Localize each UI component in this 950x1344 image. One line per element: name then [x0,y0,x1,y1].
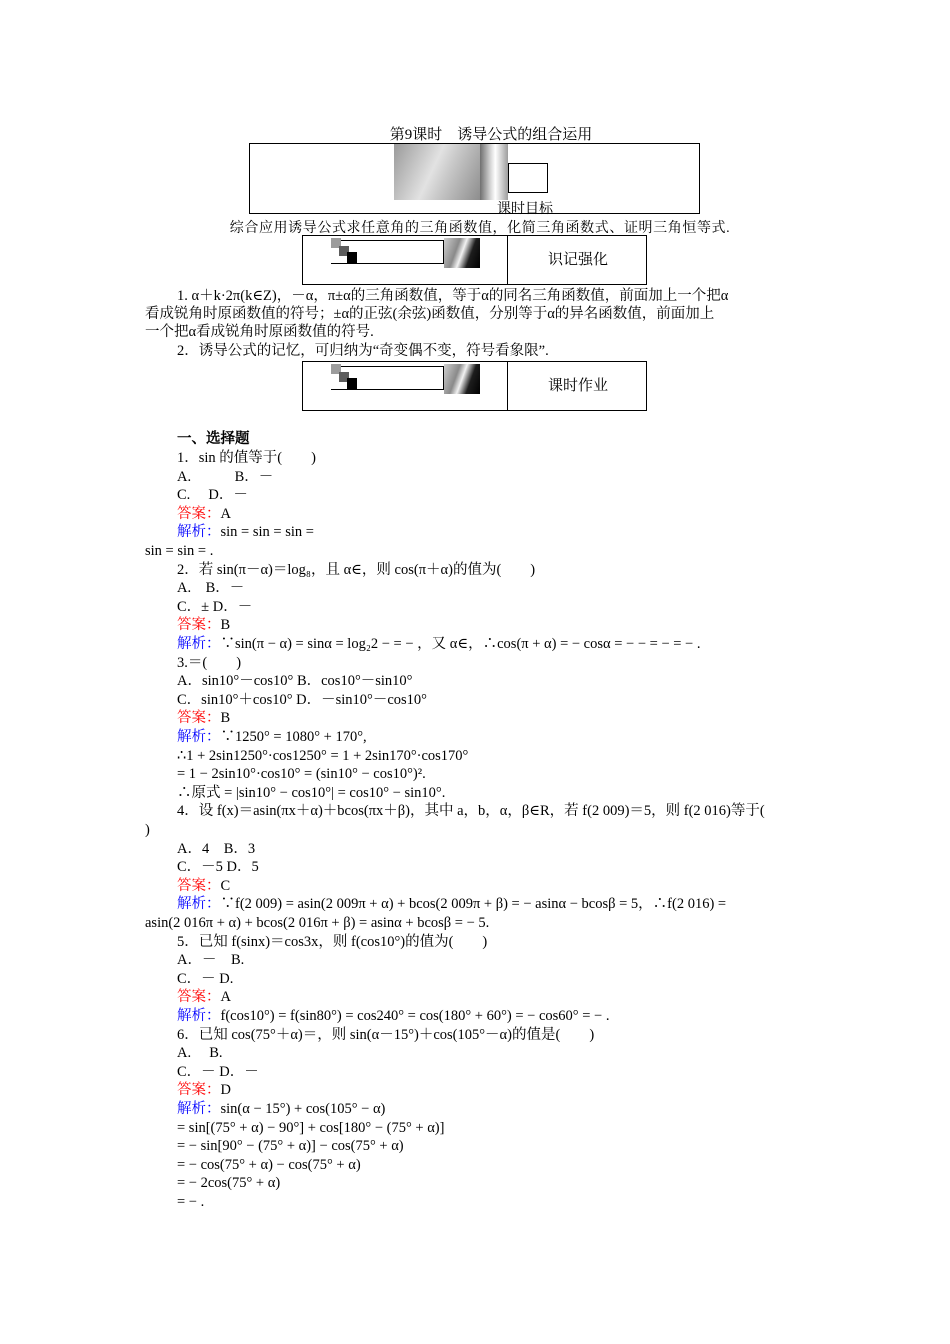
homework-line-text: = − . [177,1194,205,1210]
homework-line-text: ) [145,822,150,838]
answer-label: 答案： [177,877,221,894]
homework-line [177,1063,857,1081]
homework-line-text: = − sin[90° − (75° + α)] − cos(75° + α) [177,1138,404,1155]
memory-label: 识记强化 [547,251,608,268]
homework-line [177,1007,857,1025]
homework-line [177,1044,857,1062]
answer-label: 答案： [177,710,221,727]
homework-line [177,1193,857,1211]
homework-line [177,1100,857,1118]
memory-point-1-line-2: 看成锐角时原函数值的符号；±α的正弦(余弦)函数值，分别等于α的异名函数值，前面加上 [145,306,715,322]
banner-decoration-strip [480,144,508,200]
homework-line [177,1081,857,1099]
memory-banner-decoration [303,236,508,284]
homework-line [177,858,857,876]
homework-line [145,914,825,932]
analysis-label: 解析： [177,1008,221,1024]
answer-label: 答案： [177,505,221,522]
homework-line [177,933,857,951]
memory-point-1-line-1: 1. α＋k·2π(k∈Z)，－α，π±α的三角函数值，等于α的同名三角函数值，前面加上一个把α [177,288,729,304]
homework-line [177,468,857,486]
homework-line [177,598,857,616]
homework-line-text: C. D．－ [177,487,248,504]
goal-text: 综合应用诱导公式求任意角的三角函数值，化简三角函数式、证明三角恒等式. [229,221,731,236]
memory-point-1-line-3: 一个把α看成锐角时原函数值的符号. [145,324,374,340]
homework-line [177,505,857,523]
homework-line-text: C．± D．－ [177,598,253,615]
homework-line [177,654,857,672]
homework-line-text: = − cos(75° + α) − cos(75° + α) [177,1156,361,1173]
homework-line [177,691,857,709]
homework-line-text: D [220,1082,231,1099]
homework-line [177,1026,857,1044]
homework-line-text: A [220,989,231,1006]
section-heading: 一、选择题 [177,431,250,447]
homework-line-text: A．4 B．3 [177,840,256,857]
homework-line-text: sin = sin = sin = [220,524,314,541]
homework-label: 课时作业 [547,377,608,394]
homework-line [177,988,857,1006]
homework-line-text: A. B．－ [177,468,274,485]
homework-line-text: A．－ B. [177,952,245,969]
homework-line [177,709,857,727]
homework-line [177,1174,857,1192]
homework-line-text: B [220,617,231,634]
homework-line-text: ∴原式 = |sin10° − cos10°| = cos10° − sin10°. [177,784,446,801]
answer-label: 答案： [177,989,221,1006]
homework-line [177,840,857,858]
homework-line-text: 3.＝( ) [177,654,242,671]
homework-banner-decoration [303,362,508,410]
homework-line-text: ∵sin(π − α) = sinα = log₂2 − = − ，又 α∈，∴cos(π + α) = − cosα = − − = − = − . [220,636,701,652]
homework-line-text: 2．若 sin(π－α)＝log₈，且 α∈，则 cos(π＋α)的值为( ) [177,561,536,578]
homework-line [177,970,857,988]
analysis-label: 解析： [177,729,221,745]
homework-line-text: A．sin10°－cos10° B．cos10°－sin10° [177,673,413,690]
homework-line-text: 1．sin 的值等于( ) [177,450,316,466]
banner-decoration [394,144,480,200]
homework-line-text: C．sin10°＋cos10° D．－sin10°－cos10° [177,691,427,708]
homework-line [177,765,857,783]
homework-line-text: 6．已知 cos(75°＋α)＝，则 sin(α－15°)＋cos(105°－α)的值是( ) [177,1026,595,1043]
homework-line-text: asin(2 016π + α) + bcos(2 016π + β) = asinα + bcosβ = − 5. [145,915,490,931]
homework-line-text: C．－5 D．5 [177,859,259,876]
homework-banner [302,361,647,411]
memory-point-2: 2．诱导公式的记忆，可归纳为“奇变偶不变，符号看象限”. [177,343,549,359]
homework-line-text: A. B. [177,1045,223,1062]
analysis-label: 解析： [177,524,221,541]
homework-line-text: sin = sin = . [145,543,214,559]
homework-line [177,561,857,579]
memory-banner [302,235,647,285]
homework-line [177,1119,857,1137]
homework-line [145,821,825,839]
homework-line [177,1137,857,1155]
homework-line-text: A. B．－ [177,580,245,597]
homework-line-text: = 1 − 2sin10°·cos10° = (sin10° − cos10°)². [177,766,426,783]
homework-line-text: B [220,710,231,727]
homework-line [177,1156,857,1174]
homework-line-text: ∴1 + 2sin1250°·cos1250° = 1 + 2sin170°·cos170° [177,747,469,764]
homework-line [177,486,857,504]
homework-line-text: = sin[(75° + α) − 90°] + cos[180° − (75° + α)] [177,1119,445,1136]
homework-line-text: ∵f(2 009) = asin(2 009π + α) + bcos(2 009π + β) = − asinα − bcosβ = 5，∴f(2 016) = [220,896,727,913]
homework-line [177,672,857,690]
homework-line [177,784,857,802]
homework-line [177,449,857,467]
answer-label: 答案： [177,617,221,634]
banner-box [508,163,548,193]
analysis-label: 解析： [177,636,221,652]
analysis-label: 解析： [177,896,221,913]
lesson-title: 第9课时 诱导公式的组合运用 [389,127,593,143]
goal-banner [249,143,700,214]
homework-line [177,951,857,969]
homework-line [177,579,857,597]
homework-line [177,523,857,541]
goal-label: 课时目标 [497,200,553,216]
homework-line [177,802,857,820]
homework-line [177,616,857,634]
homework-line [177,728,857,746]
homework-line [177,895,857,913]
homework-line-text: A [220,505,231,522]
homework-line [145,542,825,560]
homework-line-text: C [220,877,231,894]
homework-line-text: C．－ D．－ [177,1063,259,1080]
homework-line-text: ∵1250° = 1080° + 170°, [220,729,367,745]
homework-line [177,877,857,895]
homework-line-text: 4．设 f(x)＝asin(πx＋α)＋bcos(πx＋β)，其中 a，b，α，β∈R，若 f(2 009)＝5，则 f(2 016)等于( [177,803,765,820]
homework-line [177,747,857,765]
homework-line-text: sin(α − 15°) + cos(105° − α) [220,1101,386,1117]
homework-line-text: = − 2cos(75° + α) [177,1175,281,1192]
homework-line-text: f(cos10°) = f(sin80°) = cos240° = cos(180° + 60°) = − cos60° = − . [220,1008,610,1024]
homework-line [177,635,857,653]
homework-line-text: C．－ D. [177,970,234,987]
answer-label: 答案： [177,1082,221,1099]
analysis-label: 解析： [177,1101,221,1117]
homework-line-text: 5．已知 f(sinx)＝cos3x，则 f(cos10°)的值为( ) [177,933,488,950]
